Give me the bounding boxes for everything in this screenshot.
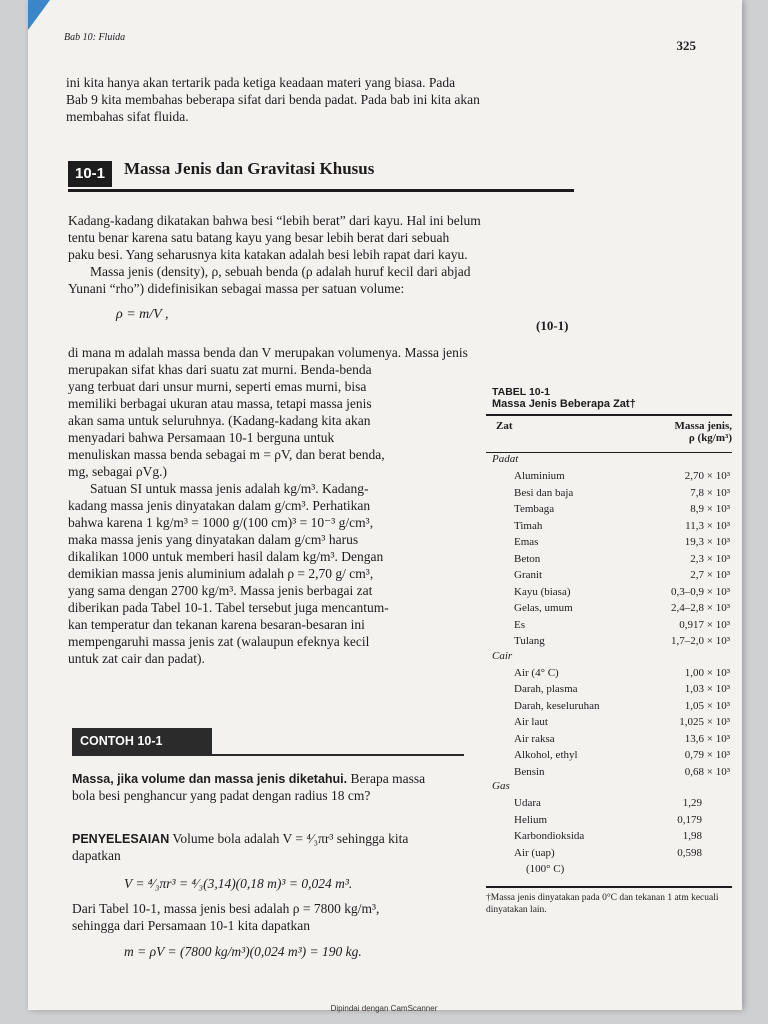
section-header xyxy=(68,155,574,192)
table-row xyxy=(486,600,732,617)
text-line: mempengaruhi massa jenis zat (walaupun efeknya kecil xyxy=(68,634,370,649)
section-number: 10-1 xyxy=(68,161,112,187)
cell-value: 1,05 × 10³ xyxy=(684,699,730,712)
cell-value: 2,7 × 10³ xyxy=(690,569,730,582)
group-solid: Padat xyxy=(492,453,519,465)
header-density xyxy=(604,420,732,452)
table-row xyxy=(486,485,732,502)
cell-value: 11,3 × 10³ xyxy=(685,519,730,532)
solution-line: Dari Tabel 10-1, massa jenis besi adalah ρ = 7800 kg/m³, xyxy=(72,901,380,916)
cell-value: 1,00 × 10³ xyxy=(684,666,730,679)
cell-name: Es xyxy=(514,618,525,631)
text-line: maka massa jenis yang dinyatakan dalam g/cm³ harus xyxy=(68,532,359,547)
cell-value: 0,3–0,9 × 10³ xyxy=(670,585,730,598)
table-row xyxy=(486,567,732,584)
cell-name: Bensin xyxy=(514,765,545,778)
table-title: Massa Jenis Beberapa Zat† xyxy=(492,398,636,410)
cell-name: Kayu (biasa) xyxy=(514,585,571,598)
density-table xyxy=(460,386,732,916)
header-density-line: Massa jenis, xyxy=(674,420,732,432)
cell-name: Aluminium xyxy=(514,470,565,483)
cell-name: Timah xyxy=(514,519,543,532)
group-gas: Gas xyxy=(492,780,510,792)
group-liquid: Cair xyxy=(492,649,513,662)
cell-name: (100° C) xyxy=(526,863,565,876)
cell-name: Gelas, umum xyxy=(514,602,573,615)
table-row xyxy=(486,861,732,878)
intro-line: Bab 9 kita membahas beberapa sifat dari benda padat. Pada bab ini kita akan xyxy=(66,92,480,107)
cell-value: 13,6 × 10³ xyxy=(684,732,730,745)
cell-value: 19,3 × 10³ xyxy=(684,536,730,549)
intro-line: ini kita hanya akan tertarik pada ketiga keadaan materi yang biasa. Pada xyxy=(66,75,456,90)
cell-name: Darah, keseluruhan xyxy=(514,699,600,712)
table-row xyxy=(486,764,732,781)
book-page xyxy=(28,0,742,1010)
table-label: TABEL 10-1 xyxy=(492,386,550,398)
cell-value: 2,70 × 10³ xyxy=(684,470,730,483)
text-line: di mana m adalah massa benda dan V merupakan volumenya. Massa jenis xyxy=(68,345,468,360)
cell-name: Granit xyxy=(514,569,543,582)
example-rule xyxy=(72,754,464,756)
scanner-watermark: Dipindai dengan CamScanner xyxy=(330,1004,438,1013)
solution-label: PENYELESAIAN xyxy=(72,832,170,846)
text-line: diberikan pada Tabel 10-1. Tabel tersebut juga mencantum- xyxy=(68,600,389,615)
cell-name: Beton xyxy=(514,552,541,565)
table-row xyxy=(486,828,732,845)
cell-name: Tembaga xyxy=(514,503,555,516)
cell-value: 1,7–2,0 × 10³ xyxy=(670,635,730,648)
corner-tab xyxy=(28,0,50,30)
mass-equation: m = ρV = (7800 kg/m³)(0,024 m³) = 190 kg. xyxy=(124,944,362,959)
cell-name: Udara xyxy=(514,797,541,810)
cell-name: Besi dan baja xyxy=(514,486,574,499)
cell-value: 1,29 xyxy=(682,797,702,810)
cell-value: 0,179 xyxy=(677,813,702,826)
header-substance: Zat xyxy=(496,420,513,432)
table-row xyxy=(486,681,732,698)
text-line: yang sama dengan 2700 kg/m³. Massa jenis berbagai zat xyxy=(68,583,373,598)
section-title: Massa Jenis dan Gravitasi Khusus xyxy=(124,159,375,178)
cell-name: Air raksa xyxy=(514,732,555,745)
page-number: 325 xyxy=(676,38,696,53)
example-question-title: Massa, jika volume dan massa jenis diketahui. xyxy=(72,772,348,786)
text-line: menuliskan massa benda sebagai m = ρV, dan berat benda, xyxy=(68,447,385,462)
example-label: CONTOH 10-1 xyxy=(72,728,212,754)
solution-text: Volume bola adalah V = ⁴⁄₃πr³ sehingga kita xyxy=(169,831,409,846)
cell-value: 0,598 xyxy=(677,846,702,859)
table-row xyxy=(486,714,732,731)
text-line: merupakan sifat khas dari suatu zat murni. Benda-benda xyxy=(68,362,372,377)
text-line: dikalikan 1000 untuk memberi hasil dalam kg/m³. Dengan xyxy=(68,549,384,564)
table-row xyxy=(486,617,732,634)
solution-line: dapatkan xyxy=(72,848,121,863)
text-line: tentu benar karena satu batang kayu yang besar lebih berat dari sebuah xyxy=(68,230,450,245)
cell-value: 0,68 × 10³ xyxy=(684,765,730,778)
cell-name: Tulang xyxy=(514,635,545,648)
header-density-unit: ρ (kg/m³) xyxy=(688,432,732,444)
text-line: memiliki berbagai ukuran atau massa, tetapi massa jenis xyxy=(68,396,372,411)
table-row xyxy=(486,584,732,601)
example-solution xyxy=(72,830,408,849)
table-row xyxy=(486,633,732,650)
intro-line: membahas sifat fluida. xyxy=(66,109,189,124)
equation-number: (10-1) xyxy=(536,318,569,333)
cell-value: 1,03 × 10³ xyxy=(684,683,730,696)
table-row xyxy=(486,731,732,748)
cell-name: Emas xyxy=(514,536,539,549)
text-line: menyadari bahwa Persamaan 10-1 berguna untuk xyxy=(68,430,335,445)
cell-name: Alkohol, ethyl xyxy=(514,749,578,762)
text-line: paku besi. Yang seharusnya kita katakan adalah besi lebih rapat dari kayu. xyxy=(68,247,468,262)
running-head: Bab 10: Fluida xyxy=(64,32,126,43)
text-line: kadang massa jenis dinyatakan dalam g/cm³. Perhatikan xyxy=(68,498,371,513)
text-line: yang terbuat dari unsur murni, seperti emas murni, bisa xyxy=(68,379,367,394)
table-row xyxy=(486,698,732,715)
table-row xyxy=(486,665,732,682)
cell-value: 7,8 × 10³ xyxy=(690,486,730,499)
cell-value: 1,025 × 10³ xyxy=(679,716,730,729)
volume-equation: V = ⁴⁄₃πr³ = ⁴⁄₃(3,14)(0,18 m)³ = 0,024 m³. xyxy=(124,876,353,891)
cell-name: Karbondioksida xyxy=(514,830,585,843)
cell-value: 1,98 xyxy=(682,830,702,843)
table-row xyxy=(486,795,732,812)
text-line: Massa jenis (density), ρ, sebuah benda (ρ adalah huruf kecil dari abjad xyxy=(90,264,471,279)
text-line: bahwa karena 1 kg/m³ = 1000 g/(100 cm)³ = 10⁻³ g/cm³, xyxy=(68,515,374,530)
cell-name: Helium xyxy=(514,813,547,826)
cell-value: 0,917 × 10³ xyxy=(679,618,730,631)
text-line: Satuan SI untuk massa jenis adalah kg/m³. Kadang- xyxy=(90,481,369,496)
text-line: akan sama untuk seluruhnya. (Kadang-kadang kita akan xyxy=(68,413,371,428)
table-row xyxy=(486,812,732,829)
cell-value: 2,3 × 10³ xyxy=(690,552,730,565)
density-formula: ρ = m/V , xyxy=(116,307,169,322)
table-footnote: †Massa jenis dinyatakan pada 0°C dan tekanan 1 atm kecuali dinyatakan lain. xyxy=(486,886,732,916)
text-line: Yunani “rho”) didefinisikan sebagai massa per satuan volume: xyxy=(68,281,405,296)
table-row xyxy=(486,501,732,518)
text-line: Kadang-kadang dikatakan bahwa besi “lebih berat” dari kayu. Hal ini belum xyxy=(68,213,481,228)
text-line: untuk zat cair dan padat). xyxy=(68,651,205,666)
table-header xyxy=(486,416,732,452)
text-line: kan temperatur dan tekanan karena besaran-besaran ini xyxy=(68,617,365,632)
solution-line: sehingga dari Persamaan 10-1 kita dapatkan xyxy=(72,918,311,933)
table-row xyxy=(486,845,732,862)
cell-value: 2,4–2,8 × 10³ xyxy=(670,602,730,615)
cell-value: 8,9 × 10³ xyxy=(690,503,730,516)
cell-name: Darah, plasma xyxy=(514,683,578,696)
text-line: mg, sebagai ρVg.) xyxy=(68,464,167,479)
example-question-text: Berapa massa xyxy=(347,771,426,786)
cell-name: Air laut xyxy=(514,716,548,729)
table-row xyxy=(486,468,732,485)
text-line: demikian massa jenis aluminium adalah ρ = 2,70 g/ cm³, xyxy=(68,566,374,581)
example-question-line: bola besi penghancur yang padat dengan radius 18 cm? xyxy=(72,788,371,803)
example-question xyxy=(72,770,425,789)
table-row xyxy=(486,534,732,551)
cell-name: Air (4° C) xyxy=(514,666,559,679)
table-row xyxy=(486,518,732,535)
cell-name: Air (uap) xyxy=(514,846,555,859)
table-row xyxy=(486,747,732,764)
cell-value: 0,79 × 10³ xyxy=(684,749,730,762)
table-row xyxy=(486,551,732,568)
